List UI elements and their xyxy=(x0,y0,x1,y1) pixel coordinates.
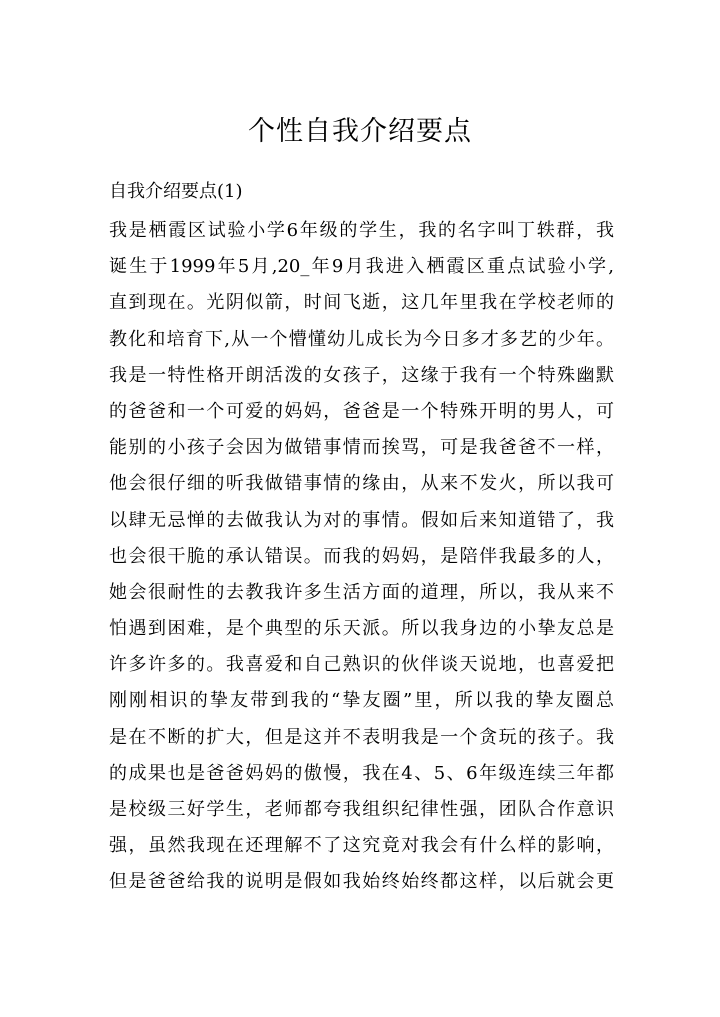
text-line: 诞生于1999年5月,20_年9月我进入栖霞区重点试验小学, xyxy=(109,256,614,278)
document-title: 个性自我介绍要点 xyxy=(248,116,472,147)
text-line: 的成果也是爸爸妈妈的傲慢，我在4、5、6年级连续三年都 xyxy=(109,762,614,784)
text-line: 以肆无忌惮的去做我认为对的事情。假如后来知道错了，我 xyxy=(109,509,614,531)
text-line: 的爸爸和一个可爱的妈妈，爸爸是一个特殊开明的男人，可 xyxy=(109,400,614,422)
text-line: 也会很干脆的承认错误。而我的妈妈，是陪伴我最多的人， xyxy=(109,545,614,567)
text-line: 直到现在。光阴似箭，时间飞逝，这几年里我在学校老师的 xyxy=(109,292,614,314)
text-line: 他会很仔细的听我做错事情的缘由，从来不发火，所以我可 xyxy=(109,473,614,495)
text-line: 能别的小孩子会因为做错事情而挨骂，可是我爸爸不一样， xyxy=(109,437,614,459)
text-line: 许多许多的。我喜爱和自己熟识的伙伴谈天说地，也喜爱把 xyxy=(109,654,614,676)
section-heading: 自我介绍要点(1) xyxy=(109,181,243,202)
text-line: 我是栖霞区试验小学6年级的学生，我的名字叫丁轶群，我 xyxy=(109,220,614,241)
text-line: 是校级三好学生，老师都夸我组织纪律性强，团队合作意识 xyxy=(109,799,614,820)
text-line: 我是一特性格开朗活泼的女孩子，这缘于我有一个特殊幽默 xyxy=(109,364,614,386)
text-line: 但是爸爸给我的说明是假如我始终始终都这样，以后就会更 xyxy=(109,871,614,893)
text-line: 教化和培育下,从一个懵懂幼儿成长为今日多才多艺的少年。 xyxy=(109,328,614,350)
body-paragraph xyxy=(109,213,614,901)
text-line: 怕遇到困难，是个典型的乐天派。所以我身边的小挚友总是 xyxy=(109,618,614,640)
text-line: 强，虽然我现在还理解不了这究竟对我会有什么样的影响， xyxy=(109,835,614,857)
text-line: 是在不断的扩大，但是这并不表明我是一个贪玩的孩子。我 xyxy=(109,726,614,748)
text-line: 刚刚相识的挚友带到我的“挚友圈”里，所以我的挚友圈总 xyxy=(109,690,614,712)
text-line: 她会很耐性的去教我许多生活方面的道理，所以，我从来不 xyxy=(109,581,614,603)
